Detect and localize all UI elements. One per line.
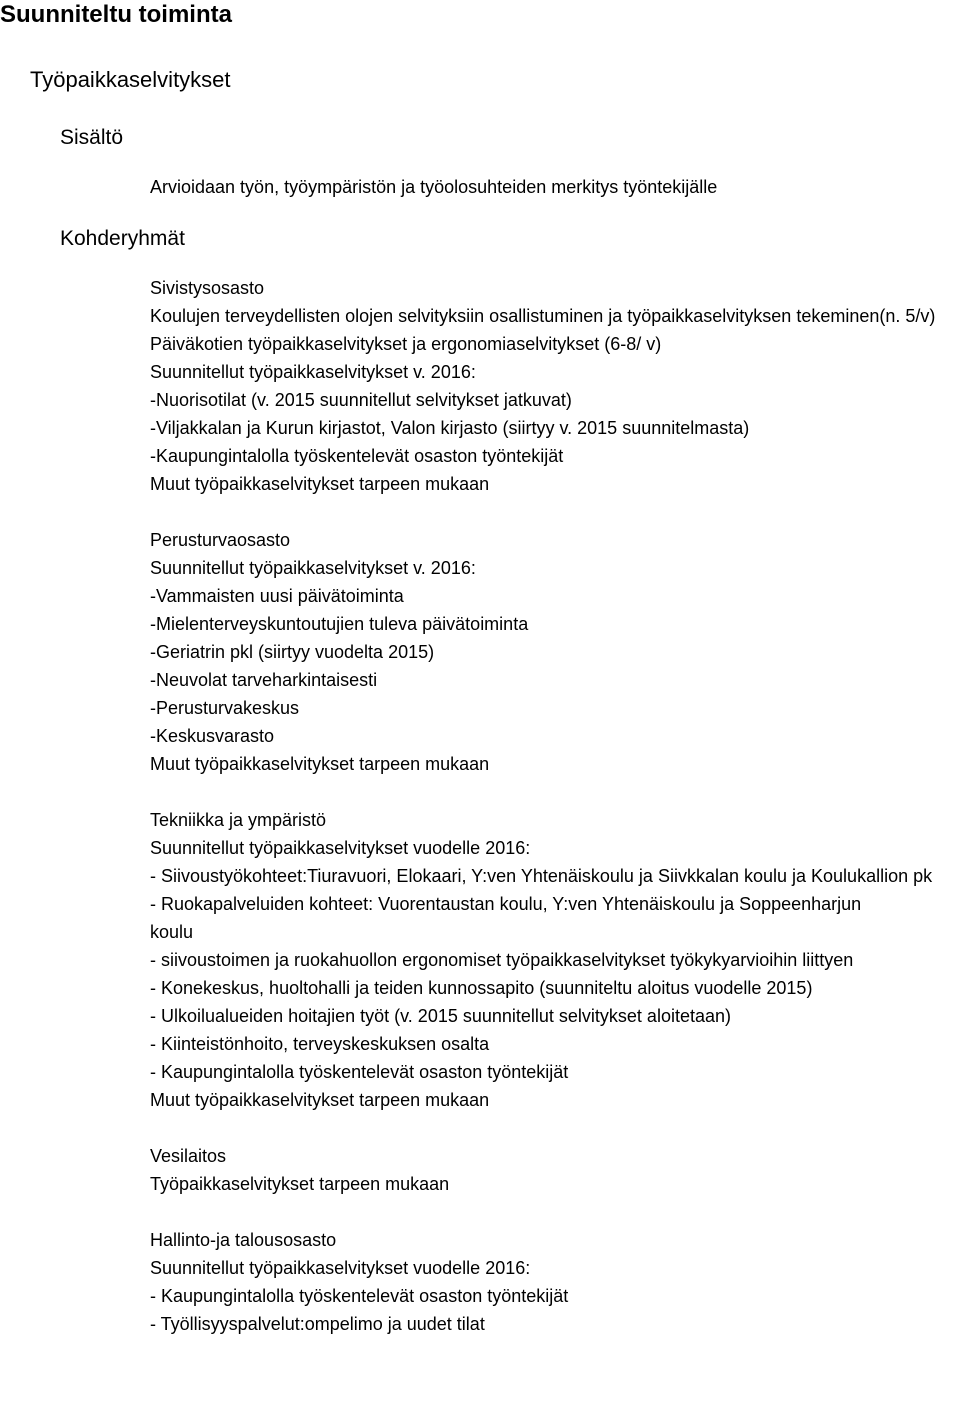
group-line: -Geriatrin pkl (siirtyy vuodelta 2015) — [150, 642, 435, 662]
group-line: Suunnitellut työpaikkaselvitykset vuodelle 2016: — [150, 1258, 531, 1278]
content-text: Arvioidaan työn, työympäristön ja työolosuhteiden merkitys työntekijälle — [150, 177, 718, 197]
group-line: Työpaikkaselvitykset tarpeen mukaan — [150, 1174, 450, 1194]
group-name: Sivistysosasto — [150, 278, 265, 298]
group-line: -Perusturvakeskus — [150, 698, 300, 718]
targets-label: Kohderyhmät — [60, 227, 185, 250]
group-line: Muut työpaikkaselvitykset tarpeen mukaan — [150, 754, 490, 774]
group-line: - Kiinteistönhoito, terveyskeskuksen osalta — [150, 1034, 490, 1054]
group-line: Suunnitellut työpaikkaselvitykset v. 2016: — [150, 362, 476, 382]
group-line: - Ruokapalveluiden kohteet: Vuorentaustan koulu, Y:ven Yhtenäiskoulu ja Soppeenharjun koulu — [150, 894, 862, 942]
group-line: Muut työpaikkaselvitykset tarpeen mukaan — [150, 1090, 490, 1110]
group-name: Tekniikka ja ympäristö — [150, 810, 327, 830]
group-name: Vesilaitos — [150, 1146, 227, 1166]
group-name: Perusturvaosasto — [150, 530, 291, 550]
group-line: -Nuorisotilat (v. 2015 suunnitellut selvitykset jatkuvat) — [150, 390, 572, 410]
group-line: -Keskusvarasto — [150, 726, 275, 746]
group-line: -Vammaisten uusi päivätoiminta — [150, 586, 404, 606]
group-line: -Neuvolat tarveharkintaisesti — [150, 670, 378, 690]
section-heading: Työpaikkaselvitykset — [30, 67, 231, 92]
group-line: Päiväkotien työpaikkaselvitykset ja ergonomiaselvitykset (6-8/ v) — [150, 334, 662, 354]
group-line: Koulujen terveydellisten olojen selvityksiin osallistuminen ja työpaikkaselvityksen tekeminen(n. 5/v) — [150, 306, 936, 326]
group-line: - Työllisyyspalvelut:ompelimo ja uudet tilat — [150, 1314, 485, 1334]
group-line: Suunnitellut työpaikkaselvitykset v. 2016: — [150, 558, 476, 578]
group-line: - Konekeskus, huoltohalli ja teiden kunnossapito (suunniteltu aloitus vuodelle 2015) — [150, 978, 813, 998]
group-line: - Kaupungintalolla työskentelevät osaston työntekijät — [150, 1286, 569, 1306]
content-label: Sisältö — [60, 126, 124, 149]
target-groups — [150, 274, 960, 1338]
page-title: Suunniteltu toiminta — [0, 1, 232, 28]
group-name: Hallinto-ja talousosasto — [150, 1230, 337, 1250]
group-line: Muut työpaikkaselvitykset tarpeen mukaan — [150, 474, 490, 494]
group-line: -Kaupungintalolla työskentelevät osaston työntekijät — [150, 446, 564, 466]
group-line: -Viljakkalan ja Kurun kirjastot, Valon kirjasto (siirtyy v. 2015 suunnitelmasta) — [150, 418, 750, 438]
group-line: - Kaupungintalolla työskentelevät osaston työntekijät — [150, 1062, 569, 1082]
group-line: - Ulkoilualueiden hoitajien työt (v. 2015 suunnitellut selvitykset aloitetaan) — [150, 1006, 731, 1026]
group-line: Suunnitellut työpaikkaselvitykset vuodelle 2016: — [150, 838, 531, 858]
group-line: -Mielenterveyskuntoutujien tuleva päivätoiminta — [150, 614, 529, 634]
group-line: - Siivoustyökohteet:Tiuravuori, Elokaari, Y:ven Yhtenäiskoulu ja Siivkkalan koulu ja Koulukallion pk — [150, 866, 933, 886]
group-line: - siivoustoimen ja ruokahuollon ergonomiset työpaikkaselvitykset työkykyarvioihin liittyen — [150, 950, 854, 970]
